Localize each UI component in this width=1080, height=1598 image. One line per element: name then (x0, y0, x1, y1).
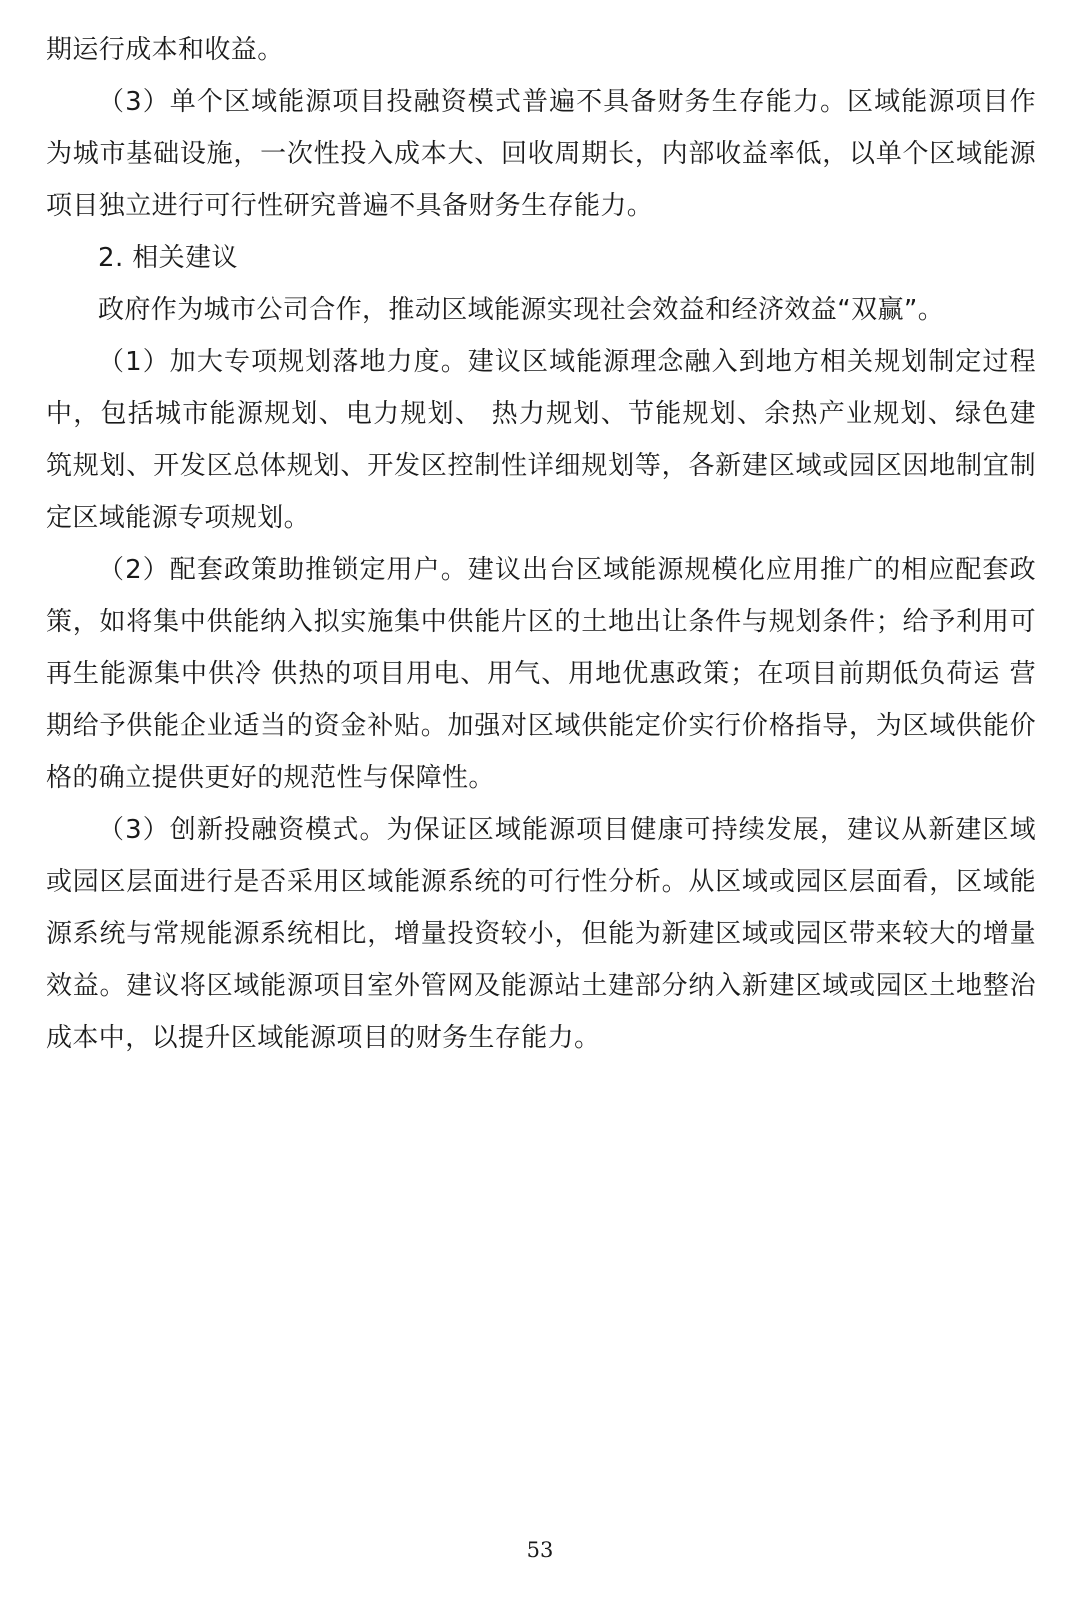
paragraph-line: （1）加大专项规划落地力度。建议区域能源理念融入到地方相关规划制定过程 (98, 347, 1036, 377)
paragraph-line: 项目独立进行可行性研究普遍不具备财务生存能力。 (46, 191, 654, 221)
paragraph-line: 期给予供能企业适当的资金补贴。加强对区域供能定价实行价格指导，为区域供能价 (46, 711, 1036, 741)
paragraph-line: 筑规划、开发区总体规划、开发区控制性详细规划等，各新建区域或园区因地制宜制 (46, 451, 1036, 481)
paragraph-line: 效益。建议将区域能源项目室外管网及能源站土建部分纳入新建区域或园区土地整治 (46, 971, 1036, 1001)
paragraph-line: 政府作为城市公司合作，推动区域能源实现社会效益和经济效益“双赢”。 (98, 295, 945, 325)
section-heading: 2. 相关建议 (98, 243, 238, 273)
paragraph-line: 定区域能源专项规划。 (46, 503, 311, 533)
paragraph-line: （3）单个区域能源项目投融资模式普遍不具备财务生存能力。区域能源项目作 (98, 87, 1036, 117)
paragraph-line: 中，包括城市能源规划、电力规划、 热力规划、节能规划、余热产业规划、绿色建 (46, 399, 1036, 429)
paragraph-line: （3）创新投融资模式。为保证区域能源项目健康可持续发展，建议从新建区域 (98, 815, 1036, 845)
paragraph-line: 再生能源集中供冷 供热的项目用电、用气、用地优惠政策；在项目前期低负荷运 营 (46, 659, 1036, 689)
paragraph-line: 或园区层面进行是否采用区域能源系统的可行性分析。从区域或园区层面看，区域能 (46, 867, 1036, 897)
paragraph-line: 源系统与常规能源系统相比，增量投资较小，但能为新建区域或园区带来较大的增量 (46, 919, 1036, 949)
paragraph-line: 策，如将集中供能纳入拟实施集中供能片区的土地出让条件与规划条件；给予利用可 (46, 607, 1036, 637)
paragraph-line: 格的确立提供更好的规范性与保障性。 (46, 763, 495, 793)
page-number: 53 (526, 1538, 554, 1562)
paragraph-line: 成本中，以提升区域能源项目的财务生存能力。 (46, 1023, 601, 1053)
paragraph-line: 为城市基础设施，一次性投入成本大、回收周期长，内部收益率低，以单个区域能源 (46, 139, 1036, 169)
body-text (46, 24, 1036, 1064)
paragraph-line: （2）配套政策助推锁定用户。建议出台区域能源规模化应用推广的相应配套政 (98, 555, 1036, 585)
paragraph-line: 期运行成本和收益。 (46, 35, 284, 65)
